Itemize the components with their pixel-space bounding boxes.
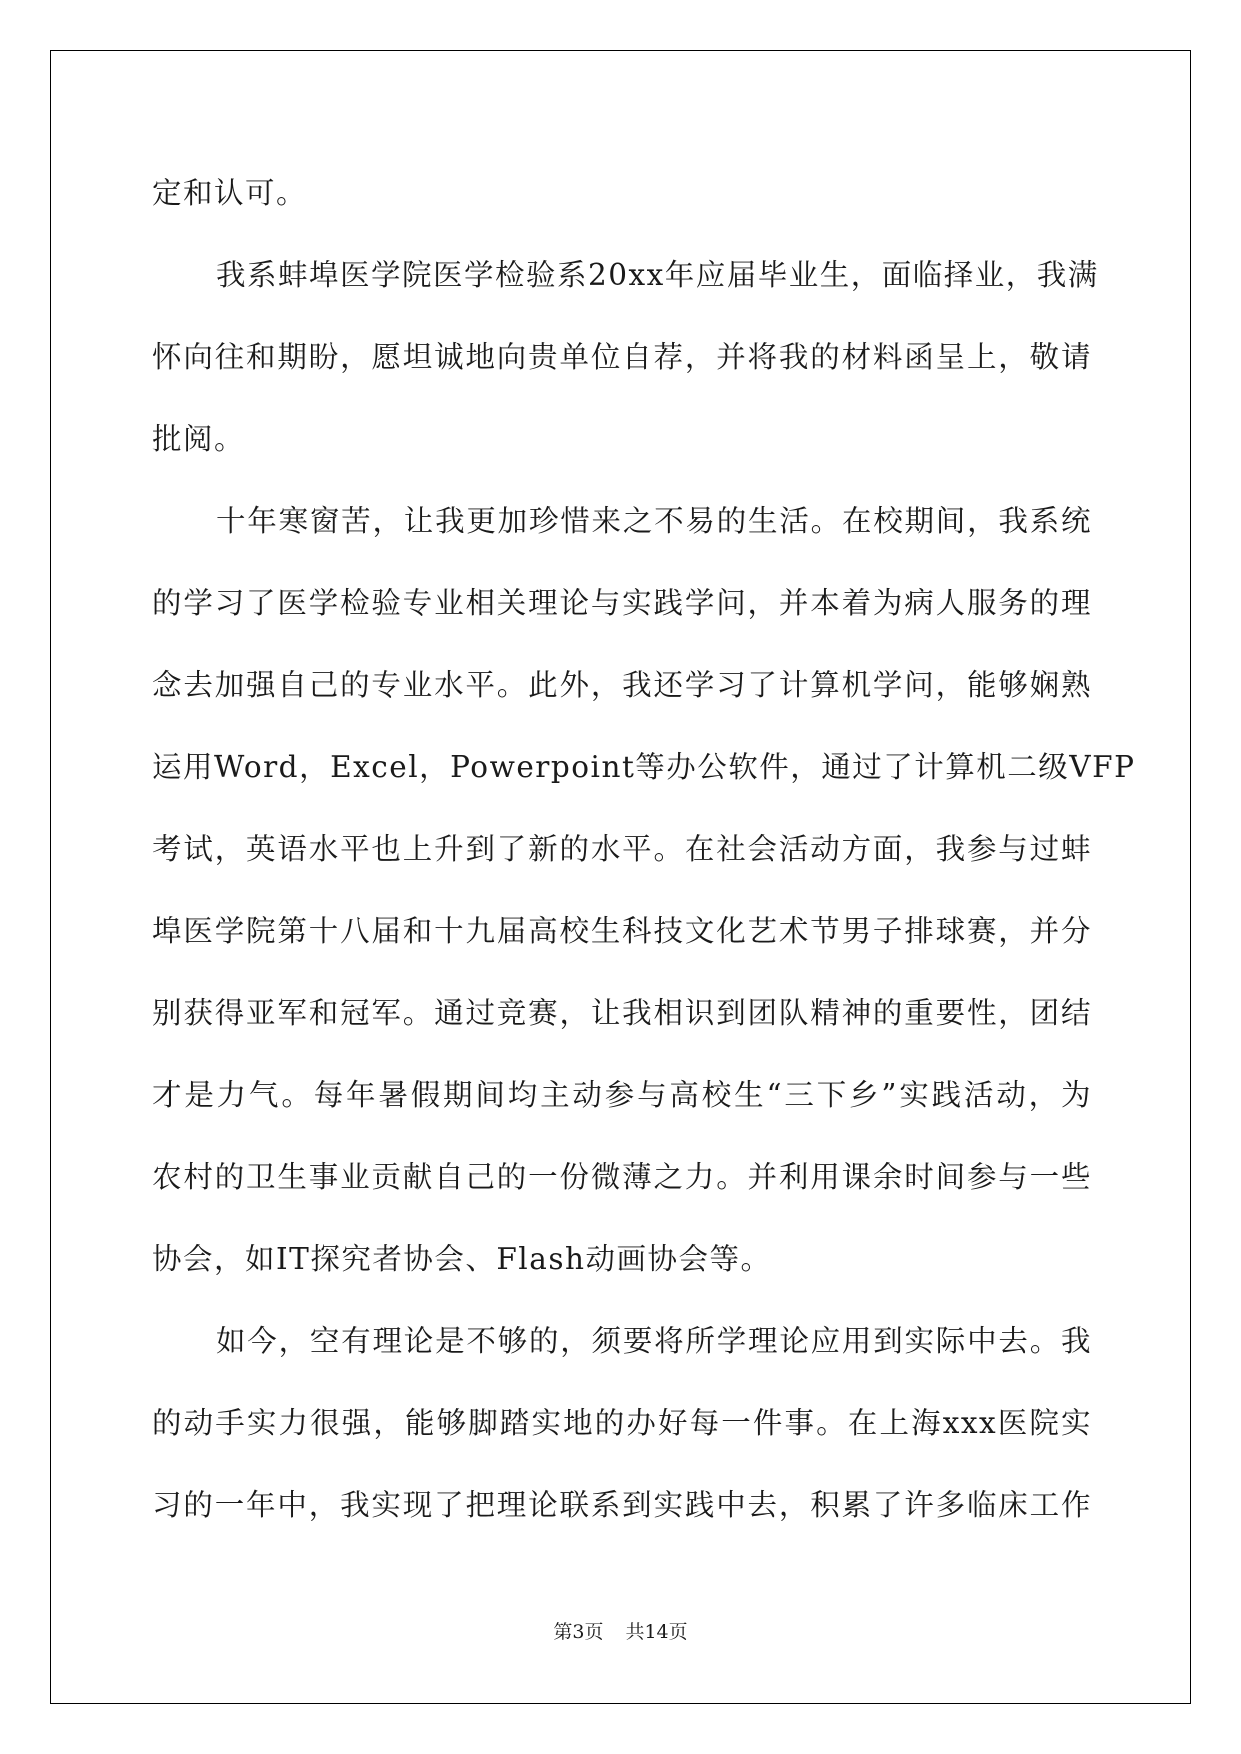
text-line: 念去加强自己的专业水平。此外，我还学习了计算机学问，能够娴熟 (152, 668, 1092, 702)
text-line: 怀向往和期盼，愿坦诚地向贵单位自荐，并将我的材料函呈上，敬请 (152, 340, 1092, 374)
text-line: 考试，英语水平也上升到了新的水平。在社会活动方面，我参与过蚌 (152, 832, 1092, 866)
text-line: 的学习了医学检验专业相关理论与实践学问，并本着为病人服务的理 (152, 586, 1092, 620)
text-line: 运用Word，Excel，Powerpoint等办公软件，通过了计算机二级VFP (152, 750, 1136, 784)
text-line: 我系蚌埠医学院医学检验系20xx年应届毕业生，面临择业，我满 (216, 258, 1099, 292)
text-line: 协会，如IT探究者协会、Flash动画协会等。 (152, 1242, 772, 1276)
page-count: 共14页 (625, 1621, 688, 1643)
text-line: 农村的卫生事业贡献自己的一份微薄之力。并利用课余时间参与一些 (152, 1160, 1092, 1194)
text-line: 习的一年中，我实现了把理论联系到实践中去，积累了许多临床工作 (152, 1488, 1092, 1522)
text-line: 批阅。 (152, 422, 246, 456)
text-line: 定和认可。 (152, 176, 308, 210)
text-line: 如今，空有理论是不够的，须要将所学理论应用到实际中去。我 (216, 1324, 1092, 1358)
text-line: 别获得亚军和冠军。通过竞赛，让我相识到团队精神的重要性，团结 (152, 996, 1092, 1030)
text-line: 十年寒窗苦，让我更加珍惜来之不易的生活。在校期间，我系统 (216, 504, 1092, 538)
page-number: 第3页 (553, 1621, 604, 1643)
text-line: 的动手实力很强，能够脚踏实地的办好每一件事。在上海xxx医院实 (152, 1406, 1092, 1440)
text-line: 埠医学院第十八届和十九届高校生科技文化艺术节男子排球赛，并分 (152, 914, 1092, 948)
text-line: 才是力气。每年暑假期间均主动参与高校生“三下乡”实践活动，为 (152, 1078, 1092, 1112)
page-footer (0, 1617, 1241, 1644)
document-body (152, 152, 1136, 1546)
